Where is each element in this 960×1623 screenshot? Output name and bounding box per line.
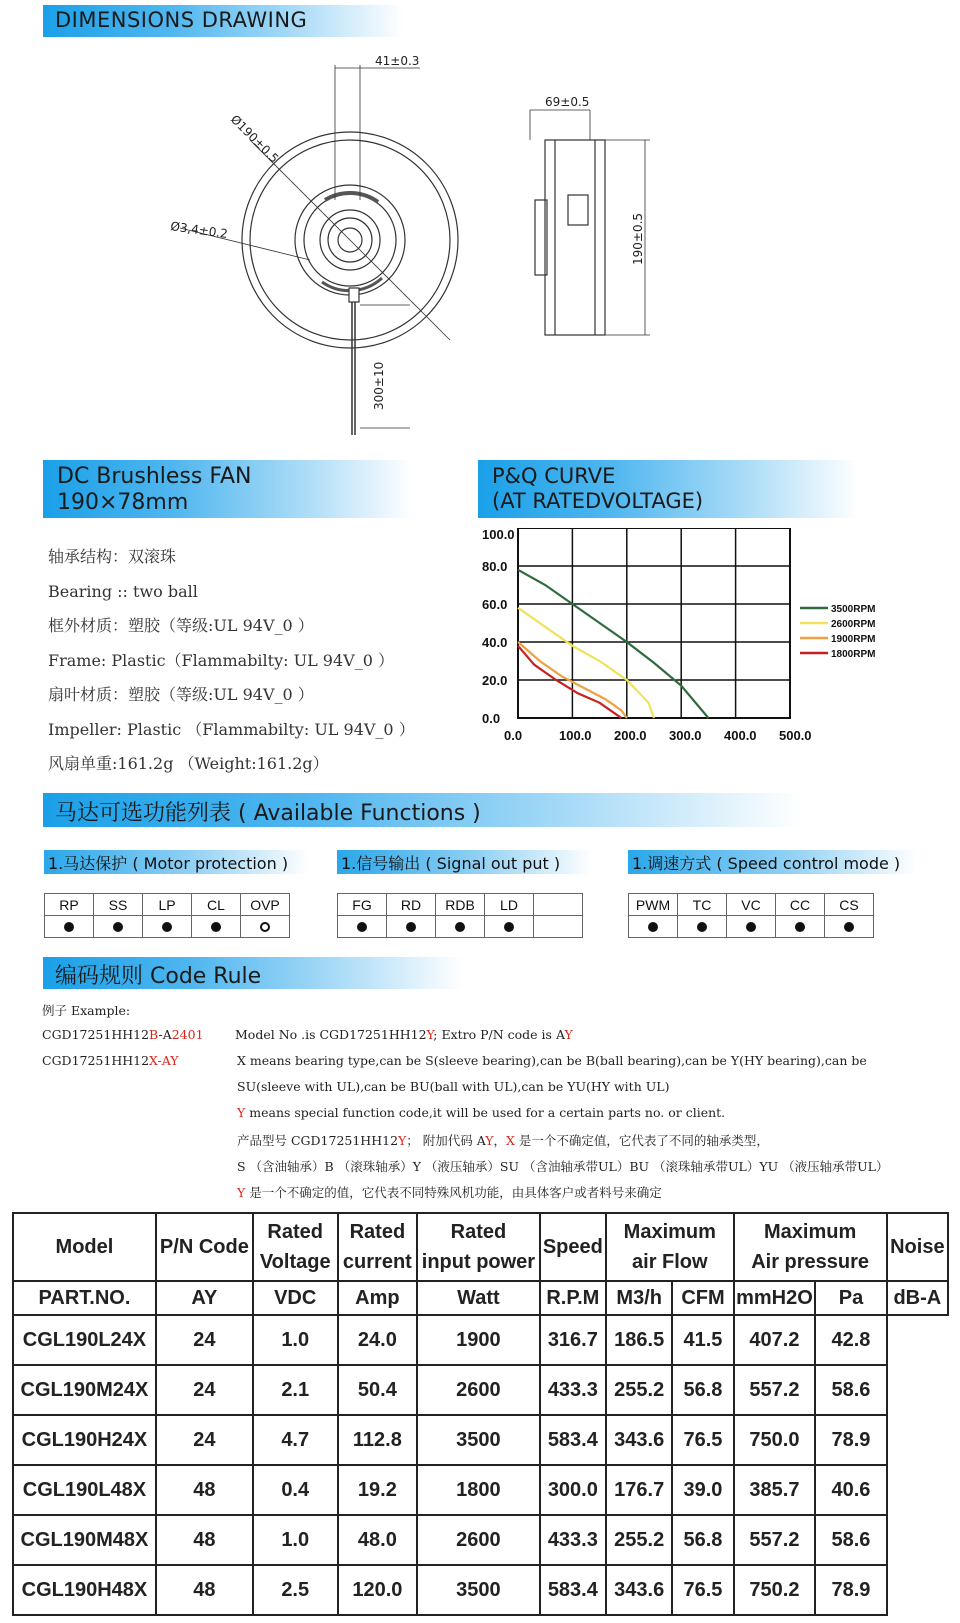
- motor-col: LP: [143, 894, 192, 916]
- unit-dba: dB-A: [887, 1281, 948, 1315]
- speed-col: VC: [727, 894, 776, 916]
- supported-dot-icon: [211, 922, 221, 932]
- cell-vdc: 24: [156, 1365, 253, 1415]
- table-row: [13, 1415, 948, 1465]
- cell-vdc: 48: [156, 1565, 253, 1615]
- cell-pa: 750.2: [734, 1565, 816, 1615]
- unit-vdc: VDC: [253, 1281, 338, 1315]
- cell-vdc: 24: [156, 1415, 253, 1465]
- header-speed: Speed: [540, 1213, 606, 1281]
- dim-hole-label: Ø3,4±0.2: [169, 219, 229, 241]
- cell-part: CGL190L48X: [13, 1465, 156, 1515]
- signal-col: FG: [338, 894, 387, 916]
- cell-watt: 112.8: [338, 1415, 418, 1465]
- header-air-flow: Maximum air Flow: [606, 1213, 734, 1281]
- spec-line: Bearing :: two ball: [48, 581, 198, 601]
- cell-cfm: 255.2: [606, 1365, 672, 1415]
- legend-label-3500RPM: 3500RPM: [831, 604, 876, 615]
- y-tick-label: 60.0: [482, 597, 508, 612]
- x-tick-label: 400.0: [724, 728, 757, 743]
- pq-curve-chart: [478, 528, 898, 773]
- cell-watt: 19.2: [338, 1465, 418, 1515]
- spec-line: Impeller: Plastic （Flammabilty: UL 94V_0 ）: [48, 719, 415, 739]
- signal-col: LD: [485, 894, 534, 916]
- unit-rpm: R.P.M: [540, 1281, 606, 1315]
- cell-dba: 42.8: [815, 1315, 886, 1365]
- cell-rpm: 3500: [417, 1415, 539, 1465]
- speed-col: PWM: [629, 894, 678, 916]
- cell-pa: 750.0: [734, 1415, 816, 1465]
- unit-watt: Watt: [417, 1281, 539, 1315]
- cell-mmh2o: 56.8: [672, 1515, 733, 1565]
- cell-amp: 4.7: [253, 1415, 338, 1465]
- example-two: CGD17251HH12X-AY: [42, 1053, 179, 1068]
- cell-rpm: 1800: [417, 1465, 539, 1515]
- cell-cfm: 343.6: [606, 1565, 672, 1615]
- x-tick-label: 500.0: [779, 728, 812, 743]
- legend-label-2600RPM: 2600RPM: [831, 619, 876, 630]
- cell-rpm: 3500: [417, 1565, 539, 1615]
- front-view: [180, 65, 458, 435]
- unit-mmh2o: mmH2O: [734, 1281, 816, 1315]
- motor-protection-title: 1.马达保护 ( Motor protection ): [44, 850, 309, 874]
- fan-banner: [43, 460, 413, 518]
- x-meaning-line-1: X means bearing type,can be S(sleeve bearing),can be B(ball bearing),can be Y(HY bearing),can be: [237, 1053, 867, 1068]
- cell-watt: 48.0: [338, 1515, 418, 1565]
- cell-cfm: 176.7: [606, 1465, 672, 1515]
- cell-part: CGL190L24X: [13, 1315, 156, 1365]
- speed-control-title: 1.调速方式 ( Speed control mode ): [628, 850, 918, 874]
- supported-dot-icon: [406, 922, 416, 932]
- cell-vdc: 48: [156, 1465, 253, 1515]
- optional-ring-icon: [260, 922, 270, 932]
- motor-col: OVP: [241, 894, 290, 916]
- curve-subtitle: (AT RATEDVOLTAGE): [492, 489, 704, 513]
- supported-dot-icon: [648, 922, 658, 932]
- table-row: [13, 1465, 948, 1515]
- cell-dba: 78.9: [815, 1415, 886, 1465]
- supported-dot-icon: [455, 922, 465, 932]
- dimensions-banner: [43, 5, 403, 37]
- cell-m3h: 583.4: [540, 1415, 606, 1465]
- spec-line: 扇叶材质：塑胶（等级:UL 94V_0 ）: [48, 685, 314, 704]
- signal-col: [534, 894, 583, 916]
- unit-m3h: M3/h: [606, 1281, 672, 1315]
- header-model: Model: [13, 1213, 156, 1281]
- signal-output-title: 1.信号输出 ( Signal out put ): [337, 850, 592, 874]
- motor-protection-table: [44, 893, 290, 938]
- x-tick-label: 100.0: [559, 728, 592, 743]
- supported-dot-icon: [357, 922, 367, 932]
- fan-title: DC Brushless FAN: [57, 464, 252, 489]
- speed-col: CC: [776, 894, 825, 916]
- spec-line: 风扇单重:161.2g （Weight:161.2g）: [48, 754, 329, 773]
- legend-label-1900RPM: 1900RPM: [831, 634, 876, 645]
- cell-cfm: 343.6: [606, 1415, 672, 1465]
- supported-dot-icon: [844, 922, 854, 932]
- cell-mmh2o: 76.5: [672, 1415, 733, 1465]
- supported-dot-icon: [697, 922, 707, 932]
- dim-width-label: 41±0.3: [375, 54, 420, 68]
- x-meaning-line-2: SU(sleeve with UL),can be BU(ball with UL),can be YU(HY with UL): [237, 1079, 670, 1094]
- code-rule-banner: [43, 957, 463, 989]
- curve-banner: [478, 460, 858, 518]
- supported-dot-icon: [746, 922, 756, 932]
- y-tick-label: 20.0: [482, 673, 508, 688]
- supported-dot-icon: [64, 922, 74, 932]
- unit-part: PART.NO.: [13, 1281, 156, 1315]
- cell-dba: 40.6: [815, 1465, 886, 1515]
- legend-label-1800RPM: 1800RPM: [831, 649, 876, 660]
- cell-mmh2o: 41.5: [672, 1315, 733, 1365]
- cell-amp: 1.0: [253, 1515, 338, 1565]
- header-current: Rated current: [338, 1213, 418, 1281]
- header-pn-code: P/N Code: [156, 1213, 253, 1281]
- cell-amp: 2.5: [253, 1565, 338, 1615]
- signal-output-table: [337, 893, 583, 938]
- curve-title: P&Q CURVE: [492, 464, 616, 488]
- x-tick-label: 0.0: [504, 728, 523, 743]
- fan-spec-table: [12, 1212, 949, 1616]
- spec-list: [48, 540, 415, 782]
- y-tick-label: 80.0: [482, 559, 508, 574]
- x-tick-label: 200.0: [614, 728, 647, 743]
- cell-part: CGL190M48X: [13, 1515, 156, 1565]
- y-tick-label: 100.0: [482, 528, 515, 542]
- cell-dba: 78.9: [815, 1565, 886, 1615]
- cell-dba: 58.6: [815, 1365, 886, 1415]
- cell-m3h: 316.7: [540, 1315, 606, 1365]
- speed-col: CS: [825, 894, 874, 916]
- motor-col: CL: [192, 894, 241, 916]
- cell-amp: 2.1: [253, 1365, 338, 1415]
- cell-cfm: 255.2: [606, 1515, 672, 1565]
- cn-line-3: Y 是一个不确定的值，它代表不同特殊风机功能，由具体客户或者料号来确定: [237, 1185, 662, 1200]
- dim-lead-label: 300±10: [372, 361, 386, 410]
- dimensions-drawing: [150, 50, 710, 455]
- cell-part: CGL190H24X: [13, 1415, 156, 1465]
- cell-part: CGL190M24X: [13, 1365, 156, 1415]
- plot-area: [518, 528, 790, 718]
- cell-mmh2o: 39.0: [672, 1465, 733, 1515]
- y-tick-label: 0.0: [482, 711, 501, 726]
- unit-pa: Pa: [815, 1281, 886, 1315]
- y-meaning-line: Y means special function code,it will be used for a certain parts no. or client.: [237, 1105, 726, 1120]
- functions-title: 马达可选功能列表 ( Available Functions ): [55, 801, 481, 826]
- example-one: CGD17251HH12B-A2401: [42, 1027, 204, 1042]
- spec-line: Frame: Plastic（Flammabilty: UL 94V_0 ）: [48, 650, 394, 670]
- motor-col: RP: [45, 894, 94, 916]
- x-tick-label: 300.0: [669, 728, 702, 743]
- dim-diameter-label: Ø190±0.5: [227, 112, 282, 166]
- cn-line-2: S （含油轴承）B （滚珠轴承）Y （液压轴承）SU （含油轴承带UL）BU （滚珠轴承带UL）YU （液压轴承带UL）: [237, 1159, 889, 1174]
- cell-cfm: 186.5: [606, 1315, 672, 1365]
- header-air-pressure: Maximum Air pressure: [734, 1213, 887, 1281]
- pn-code-cell: AY: [156, 1281, 253, 1315]
- table-row: [13, 1365, 948, 1415]
- signal-col: RDB: [436, 894, 485, 916]
- supported-dot-icon: [795, 922, 805, 932]
- supported-dot-icon: [113, 922, 123, 932]
- cell-watt: 50.4: [338, 1365, 418, 1415]
- y-tick-label: 40.0: [482, 635, 508, 650]
- motor-col: SS: [94, 894, 143, 916]
- cell-dba: 58.6: [815, 1515, 886, 1565]
- unit-cfm: CFM: [672, 1281, 733, 1315]
- dim-depth-label: 69±0.5: [545, 95, 590, 109]
- cell-pa: 385.7: [734, 1465, 816, 1515]
- dim-height-label: 190±0.5: [631, 212, 645, 265]
- cell-rpm: 2600: [417, 1365, 539, 1415]
- table-row: [13, 1565, 948, 1615]
- cell-m3h: 433.3: [540, 1515, 606, 1565]
- cell-m3h: 583.4: [540, 1565, 606, 1615]
- fan-size: 190×78mm: [57, 490, 189, 515]
- speed-col: TC: [678, 894, 727, 916]
- spec-line: 轴承结构：双滚珠: [48, 547, 177, 566]
- cell-m3h: 300.0: [540, 1465, 606, 1515]
- cell-rpm: 2600: [417, 1515, 539, 1565]
- example-label: 例子 Example:: [42, 1003, 131, 1018]
- cell-vdc: 48: [156, 1515, 253, 1565]
- table-row: [13, 1515, 948, 1565]
- spec-line: 框外材质：塑胶（等级:UL 94V_0 ）: [48, 616, 314, 635]
- cell-amp: 0.4: [253, 1465, 338, 1515]
- header-power: Rated input power: [417, 1213, 539, 1281]
- cell-vdc: 24: [156, 1315, 253, 1365]
- cell-pa: 407.2: [734, 1315, 816, 1365]
- code-rule-title: 编码规则 Code Rule: [55, 964, 262, 989]
- unit-amp: Amp: [338, 1281, 418, 1315]
- functions-banner: [43, 793, 803, 827]
- table-row: [13, 1315, 948, 1365]
- header-noise: Noise: [887, 1213, 948, 1281]
- cell-pa: 557.2: [734, 1365, 816, 1415]
- cell-watt: 120.0: [338, 1565, 418, 1615]
- cell-mmh2o: 56.8: [672, 1365, 733, 1415]
- cell-watt: 24.0: [338, 1315, 418, 1365]
- cell-pa: 557.2: [734, 1515, 816, 1565]
- cell-rpm: 1900: [417, 1315, 539, 1365]
- cell-m3h: 433.3: [540, 1365, 606, 1415]
- cell-mmh2o: 76.5: [672, 1565, 733, 1615]
- dimensions-title: DIMENSIONS DRAWING: [55, 8, 308, 32]
- header-voltage: Rated Voltage: [253, 1213, 338, 1281]
- signal-col: RD: [387, 894, 436, 916]
- supported-dot-icon: [504, 922, 514, 932]
- supported-dot-icon: [162, 922, 172, 932]
- speed-control-table: [628, 893, 874, 938]
- cn-line-1: 产品型号 CGD17251HH12Y； 附加代码 AY，X 是一个不确定值，它代表了不同的轴承类型，: [237, 1133, 769, 1148]
- cell-amp: 1.0: [253, 1315, 338, 1365]
- model-line: Model No .is CGD17251HH12Y; Extro P/N code is AY: [235, 1027, 573, 1042]
- cell-part: CGL190H48X: [13, 1565, 156, 1615]
